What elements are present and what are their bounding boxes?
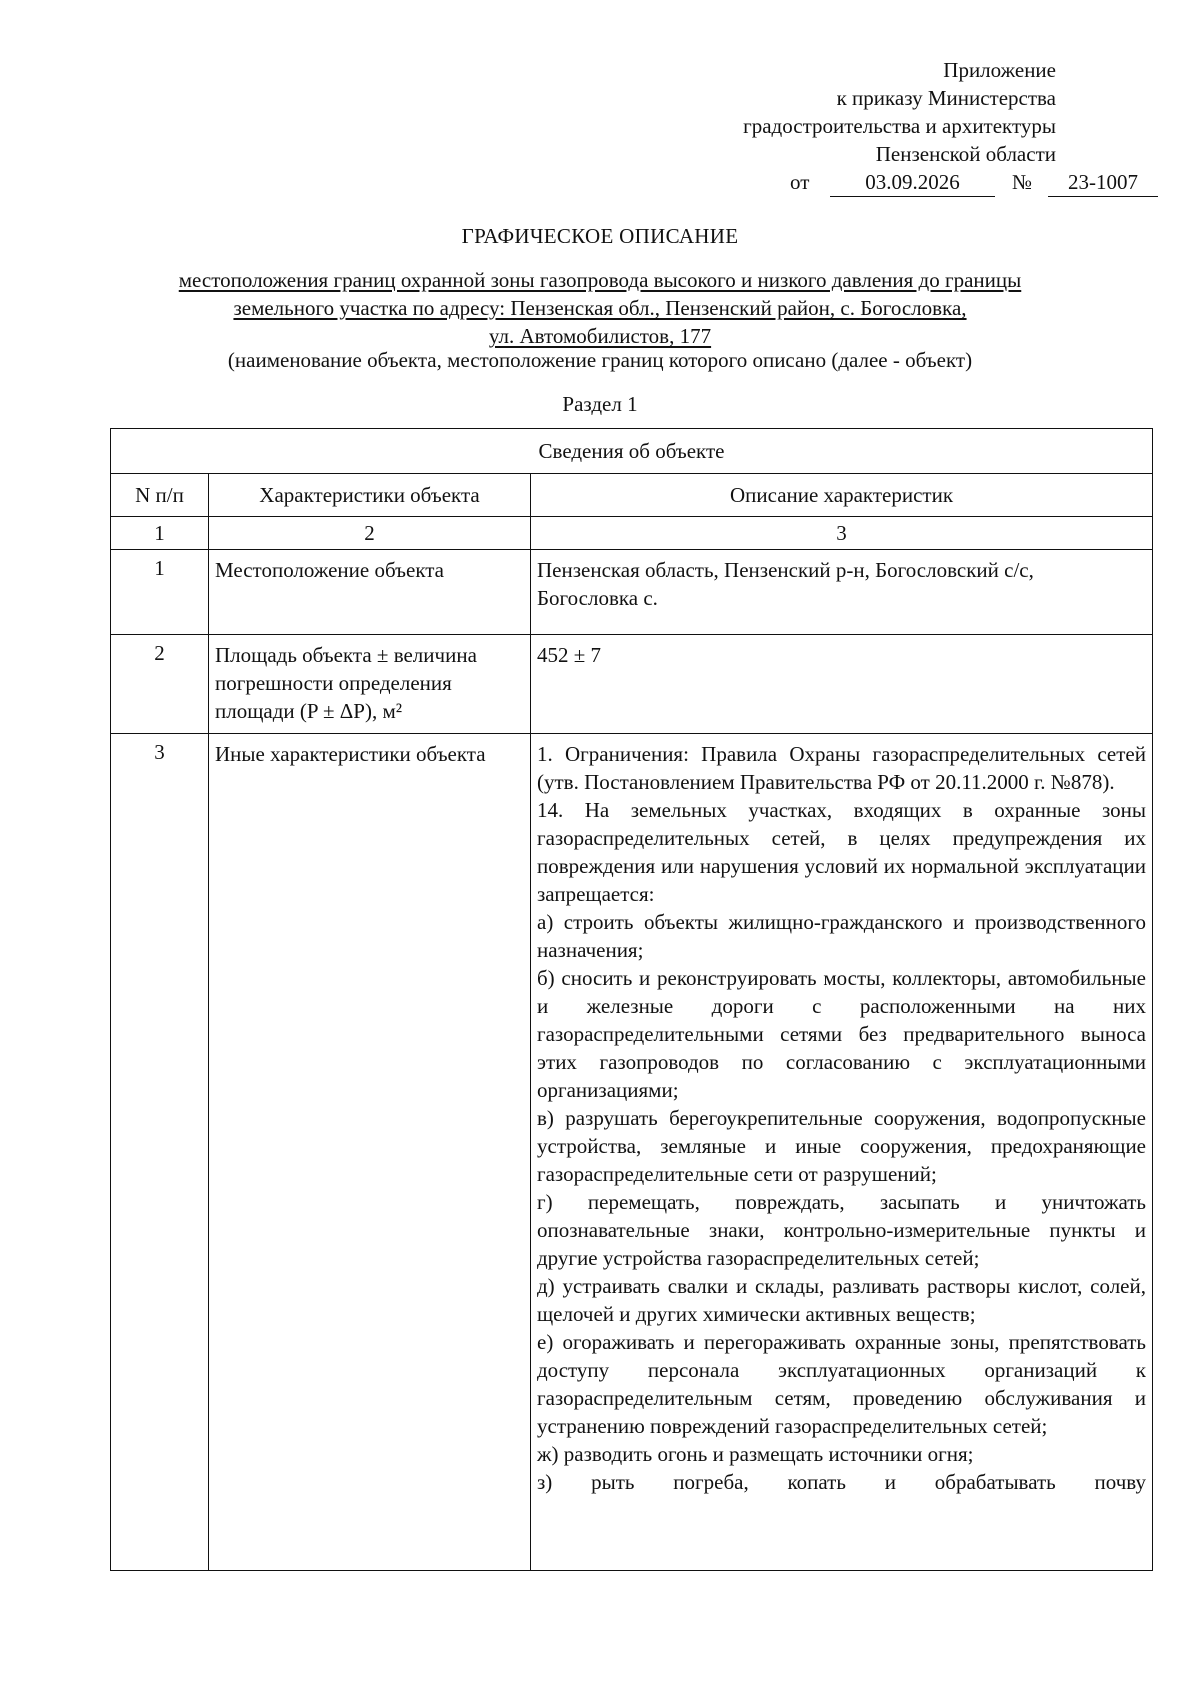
document-header bbox=[743, 56, 1056, 168]
table-row bbox=[111, 550, 1153, 635]
row-characteristic: Иные характеристики объекта bbox=[209, 734, 531, 1571]
description-line: Пензенская область, Пензенский р-н, Богословский с/с, bbox=[537, 558, 1034, 582]
row-number: 1 bbox=[111, 550, 209, 635]
row-description bbox=[531, 635, 1153, 734]
header-line: к приказу Министерства bbox=[836, 86, 1056, 110]
row-number: 3 bbox=[111, 734, 209, 1571]
row-characteristic: Площадь объекта ± величина погрешности определения площади (P ± ΔP), м² bbox=[209, 635, 531, 734]
restriction-item: ж) разводить огонь и размещать источники огня; bbox=[537, 1442, 974, 1466]
order-date: 03.09.2026 bbox=[830, 168, 995, 197]
subject-block bbox=[100, 266, 1100, 350]
subject-note: (наименование объекта, местоположение границ которого описано (далее - объект) bbox=[227, 348, 973, 372]
row-characteristic: Местоположение объекта bbox=[209, 550, 531, 635]
restriction-item: а) строить объекты жилищно-гражданского и производственного назначения; bbox=[537, 910, 1146, 962]
restriction-item: в) разрушать берегоукрепительные сооружения, водопропускные устройства, земляные и иные сооружения, предохраняющие газораспределительные сети от разрушений; bbox=[537, 1106, 1146, 1186]
order-reference bbox=[790, 168, 1160, 196]
subject-line: ул. Автомобилистов, 177 bbox=[488, 324, 712, 348]
subject-line: местоположения границ охранной зоны газопровода высокого и низкого давления до границы bbox=[178, 268, 1022, 292]
column-header: Описание характеристик bbox=[531, 474, 1153, 517]
order-number: 23-1007 bbox=[1048, 168, 1158, 197]
section-label: Раздел 1 bbox=[562, 392, 638, 416]
row-description bbox=[531, 734, 1153, 1571]
header-line: градостроительства и архитектуры bbox=[743, 114, 1056, 138]
number-label: № bbox=[1012, 170, 1033, 194]
table-row bbox=[111, 734, 1153, 1571]
description-line: Богословка с. bbox=[537, 586, 658, 610]
column-index: 2 bbox=[209, 517, 531, 550]
description-line: 452 ± 7 bbox=[537, 643, 602, 667]
object-info-table bbox=[110, 428, 1153, 1571]
column-index: 1 bbox=[111, 517, 209, 550]
header-line: Пензенской области bbox=[875, 142, 1056, 166]
header-line: Приложение bbox=[943, 58, 1056, 82]
column-header: N п/п bbox=[111, 474, 209, 517]
restriction-paragraph: 14. На земельных участках, входящих в охранные зоны газораспределительных сетей, в целях предупреждения их повреждения или нарушения условий их нормальной эксплуатации запрещается: bbox=[537, 798, 1146, 906]
restriction-item: г) перемещать, повреждать, засыпать и уничтожать опознавательные знаки, контрольно-измерительные пункты и другие устройства газораспределительных сетей; bbox=[537, 1190, 1146, 1270]
table-row bbox=[111, 635, 1153, 734]
row-number: 2 bbox=[111, 635, 209, 734]
restriction-item: з) рыть погреба, копать и обрабатывать почву bbox=[537, 1470, 1146, 1494]
subject-line: земельного участка по адресу: Пензенская обл., Пензенский район, с. Богословка, bbox=[233, 296, 967, 320]
restriction-item: д) устраивать свалки и склады, разливать растворы кислот, солей, щелочей и других химически активных веществ; bbox=[537, 1274, 1146, 1326]
restriction-item: е) огораживать и перегораживать охранные зоны, препятствовать доступу персонала эксплуатационных организаций к газораспределительным сетям, проведению обслуживания и устранению повреждений газораспределительных сетей; bbox=[537, 1330, 1146, 1438]
column-index: 3 bbox=[531, 517, 1153, 550]
table-caption: Сведения об объекте bbox=[111, 429, 1153, 474]
from-label: от bbox=[790, 170, 810, 194]
restriction-paragraph: 1. Ограничения: Правила Охраны газораспределительных сетей (утв. Постановлением Правительства РФ от 20.11.2000 г. №878). bbox=[537, 742, 1146, 794]
column-header: Характеристики объекта bbox=[209, 474, 531, 517]
document-title: ГРАФИЧЕСКОЕ ОПИСАНИЕ bbox=[461, 224, 739, 248]
restriction-item: б) сносить и реконструировать мосты, коллекторы, автомобильные и железные дороги с расположенными на них газораспределительными сетями без предварительного выноса этих газопроводов по согласованию с эксплуатационными организациями; bbox=[537, 966, 1146, 1102]
row-description bbox=[531, 550, 1153, 635]
